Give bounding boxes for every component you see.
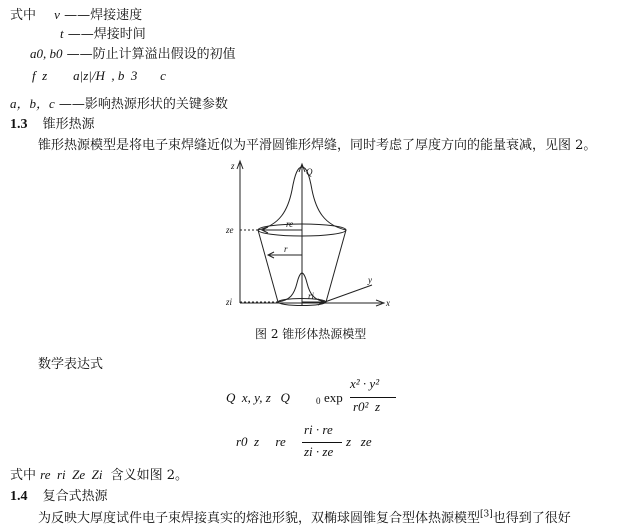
eq1-numerator: x² · y² xyxy=(350,376,380,391)
label-ze: ze xyxy=(226,225,234,235)
paragraph-1-3: 锥形热源模型是将电子束焊缝近似为平滑圆锥形焊缝，同时考虑了厚度方向的能量衰减，见图 2。 xyxy=(38,138,597,153)
def-desc-speed: ——焊接速度 xyxy=(64,8,143,23)
def-symbol-t: t xyxy=(60,26,64,41)
def-line-5 xyxy=(10,93,228,112)
def-line-3 xyxy=(30,43,236,62)
where-line xyxy=(10,464,188,483)
where-suffix: 含义如图 2。 xyxy=(110,468,189,483)
math-intro: 数学表达式 xyxy=(38,357,104,372)
para14-text-a: 为反映大厚度试件电子束焊接真实的熔池形貌，双椭球圆锥复合型体热源模型 xyxy=(38,511,481,526)
def-symbol-a0b0: a0, b0 xyxy=(30,46,63,61)
label-q: Q xyxy=(306,167,313,177)
eq2-numerator: ri · re xyxy=(304,422,333,437)
cone-heat-source-figure xyxy=(222,155,402,315)
label-ri: ri xyxy=(308,291,315,301)
def-symbol-abc: a，b，c xyxy=(10,96,55,111)
citation-ref[interactable]: [3] xyxy=(480,509,493,520)
figure-caption: 图 2 锥形体热源模型 xyxy=(255,327,367,341)
def-desc-shape: ——影响热源形状的关键参数 xyxy=(58,97,228,112)
section-number: 1.4 xyxy=(10,489,28,504)
label-y: y xyxy=(368,275,372,285)
where-prefix: 式中 xyxy=(10,468,37,483)
para14-text-b: 也得到了很好 xyxy=(492,511,571,526)
def-line-2 xyxy=(60,23,146,42)
paragraph-1-4 xyxy=(38,507,571,526)
eq1-fraction-bar xyxy=(350,397,396,398)
eq2-lhs: r0 z re xyxy=(236,434,286,449)
def-symbol-v: v xyxy=(54,7,60,22)
section-heading-1-3 xyxy=(10,113,95,133)
label-re: re xyxy=(286,219,294,229)
cone-left-side xyxy=(258,230,278,302)
eq1-exp: exp xyxy=(324,390,343,405)
cone-right-side xyxy=(326,230,346,302)
eq2-denominator: zi · ze xyxy=(304,444,334,459)
label-z: z xyxy=(231,161,235,171)
label-r: r xyxy=(284,244,288,254)
def-prefix: 式中 xyxy=(10,8,37,23)
label-zi: zi xyxy=(226,297,233,307)
def-line-4-formula: f z a|z|/H , b 3 c xyxy=(32,68,166,83)
section-title: 复合式热源 xyxy=(42,489,108,504)
section-number: 1.3 xyxy=(10,117,28,132)
where-symbols: re ri Ze Zi xyxy=(40,467,103,482)
def-desc-time: ——焊接时间 xyxy=(67,27,146,42)
eq1-denominator: r0² z xyxy=(353,399,381,414)
equation-1 xyxy=(226,376,426,418)
eq2-fraction-bar xyxy=(302,442,342,443)
label-x: x xyxy=(386,298,390,308)
def-desc-initial: ——防止计算溢出假设的初值 xyxy=(66,47,236,62)
eq1-sub0: 0 xyxy=(316,396,321,406)
section-heading-1-4 xyxy=(10,485,108,505)
equation-2 xyxy=(236,422,416,460)
def-line-1 xyxy=(10,4,142,23)
eq1-lhs: Q x, y, z Q xyxy=(226,390,290,405)
section-title: 锥形热源 xyxy=(42,117,95,132)
eq2-tail: z ze xyxy=(346,434,372,449)
